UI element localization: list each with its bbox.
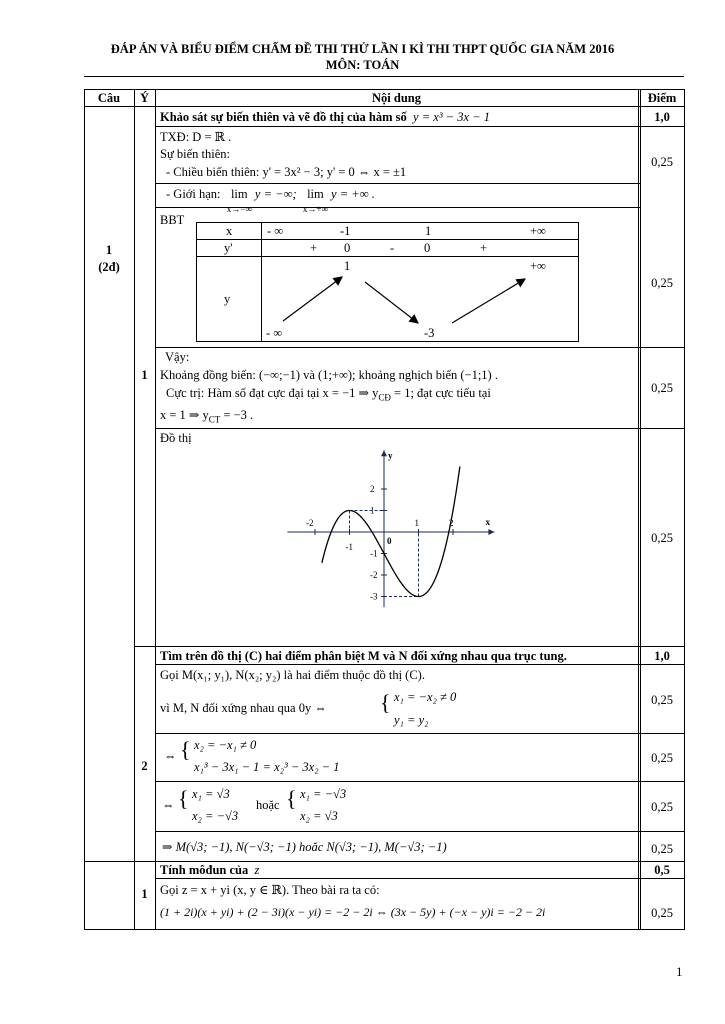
y-tick-label: -1 — [370, 548, 378, 559]
bbt-yprime-val: + — [480, 241, 488, 255]
bbt-x-val: -1 — [340, 224, 351, 238]
row-line — [155, 878, 685, 879]
s2-heading-score: 1,0 — [654, 649, 670, 663]
bbt-yprime-val: 0 — [424, 241, 431, 255]
s2-or: hoặc — [256, 798, 280, 812]
s3-heading-score: 0,5 — [654, 863, 670, 877]
y-label-2: 2 — [141, 759, 148, 773]
row-line — [155, 781, 685, 782]
s1-heading: Khảo sát sự biến thiên và vẽ đồ thị của hàm số y = x³ − 3x − 1 — [160, 110, 490, 124]
y-tick-label: -3 — [370, 591, 378, 602]
row-line — [155, 664, 685, 665]
page-number: 1 — [676, 964, 683, 979]
x-tick-label: -2 — [306, 518, 314, 528]
y-tick-label: 1 — [370, 505, 375, 516]
s2-score-c: 0,25 — [651, 800, 673, 814]
brace-icon: { — [180, 737, 191, 762]
cau1-points: (2đ) — [98, 260, 120, 274]
col-header-content: Nội dung — [372, 91, 421, 105]
bbt-yprime-label: y' — [224, 241, 233, 255]
s2-sys3-pre: ⇔ — [162, 798, 175, 812]
s2-sys2-b: x₁³ − 3x₁ − 1 = x₂³ − 3x₂ − 1 — [194, 760, 340, 774]
cubic-curve — [322, 466, 460, 596]
s2-points: Gọi M(x₁; y₁), N(x₂; y₂) là hai điểm thuộc đồ thị (C). — [160, 668, 425, 682]
s1-score-b: 0,25 — [651, 276, 673, 290]
s1-derivative: - Chiều biến thiên: y' = 3x² − 3; y' = 0 ⇔ x = ±1 — [166, 165, 407, 179]
x-tick-label: 2 — [449, 518, 454, 528]
bbt-y-val: 1 — [344, 259, 351, 273]
s1-heading-score: 1,0 — [654, 110, 670, 124]
s2-heading: Tìm trên đồ thị (C) hai điểm phân biệt M và N đối xứng nhau qua trục tung. — [160, 649, 567, 663]
cau1-label: 1 — [105, 243, 113, 257]
s1-limits: - Giới hạn: lim x→−∞ y = −∞; lim x→+∞ y = +∞ . — [166, 187, 375, 215]
s2-sys1-b: y₁ = y₂ — [394, 713, 429, 727]
y-axis-arrow-icon — [381, 450, 387, 456]
bbt-label: BBT — [160, 213, 185, 227]
s1-extrema: Cực trị: Hàm số đạt cực đại tại x = −1 ⇒ $y_{CĐ} = 1$; đạt cực tiểu tại — [166, 386, 491, 403]
brace-icon: { — [178, 786, 189, 811]
col-header-score: Điểm — [647, 91, 677, 105]
s2-symmetry: vì M, N đối xứng nhau qua 0y ⇔ — [160, 701, 327, 715]
bbt-x-val: +∞ — [530, 224, 546, 238]
s1-score-a: 0,25 — [651, 155, 673, 169]
s2-result: ⇒ M(√3; −1), N(−√3; −1) hoăc N(√3; −1), M(−√3; −1) — [162, 840, 447, 854]
y-label-1: 1 — [141, 368, 148, 382]
s2-sys4-a: x₁ = −√3 — [300, 787, 347, 801]
brace-icon: { — [286, 786, 297, 811]
s1-minimum: x = 1 ⇒ $y_{CT} = -3$ . — [160, 408, 254, 425]
bbt-y-val: -3 — [424, 326, 435, 340]
x-tick-label: -1 — [345, 542, 353, 552]
s2-score-a: 0,25 — [651, 693, 673, 707]
subject-title: MÔN: TOÁN — [325, 58, 400, 72]
s2-sys1-a: x₁ = −x₂ ≠ 0 — [394, 690, 457, 704]
s1-score-c: 0,25 — [651, 381, 673, 395]
y-tick-label: -2 — [370, 570, 378, 580]
y-label-3: 1 — [141, 887, 148, 901]
bbt-y-val: +∞ — [530, 259, 546, 273]
s2-sys3-b: x₂ = −√3 — [192, 809, 239, 823]
bbt-x-label: x — [226, 224, 233, 238]
s3-setup: Gọi z = x + yi (x, y ∈ ℝ). Theo bài ra ta có: — [160, 883, 380, 897]
s2-sys2-pre: ⇔ — [164, 749, 177, 763]
x-axis-arrow-icon — [488, 529, 494, 535]
row-line — [134, 646, 685, 647]
col-header-y: Ý — [139, 91, 150, 105]
s1-score-d: 0,25 — [651, 531, 673, 545]
x-tick-label: 0 — [387, 536, 392, 546]
row-line — [84, 861, 685, 862]
s2-sys2-a: x₂ = −x₁ ≠ 0 — [194, 738, 257, 752]
y-tick-label: 2 — [370, 484, 375, 494]
document-title: ĐÁP ÁN VÀ BIỂU ĐIỂM CHẤM ĐỀ THI THỬ LẦN I KÌ THI THPT QUỐC GIA NĂM 2016 — [110, 42, 615, 56]
s1-conclusion: Vậy: — [165, 350, 190, 364]
row-line — [155, 831, 685, 832]
s2-score-b: 0,25 — [651, 751, 673, 765]
bbt-x-val: - ∞ — [267, 224, 284, 238]
y-axis-label: y — [388, 450, 393, 461]
s1-variation-label: Sự biến thiên: — [160, 147, 230, 161]
s3-heading: Tính môđun của z — [160, 863, 260, 877]
s3-equation: (1 + 2i)(x + yi) + (2 − 3i)(x − yi) = −2 − 2i ⇔ (3x − 5y) + (−x − y)i = −2 − 2i — [160, 905, 546, 919]
row-line — [155, 733, 685, 734]
graph-label: Đồ thị — [160, 431, 192, 445]
col-header-cau: Câu — [97, 91, 121, 105]
s2-score-d: 0,25 — [651, 842, 673, 856]
s3-score: 0,25 — [651, 906, 673, 920]
s2-sys3-a: x₁ = √3 — [192, 787, 230, 801]
s1-domain: TXĐ: D = ℝ . — [160, 130, 232, 144]
bbt-yprime-val: - — [390, 241, 395, 255]
bbt-yprime-val: 0 — [344, 241, 351, 255]
s2-sys4-b: x₂ = √3 — [300, 809, 338, 823]
s1-monotonic: Khoảng đồng biến: (−∞;−1) và (1;+∞); khoảng nghịch biến (−1;1) . — [160, 368, 498, 382]
x-axis-label: x — [485, 517, 490, 527]
bbt-yprime-val: + — [310, 241, 318, 255]
bbt-y-val: - ∞ — [266, 326, 283, 340]
bbt-y-label: y — [224, 292, 231, 306]
bbt-x-val: 1 — [425, 224, 432, 238]
brace-icon: { — [380, 690, 391, 715]
x-tick-label: 1 — [414, 518, 419, 528]
